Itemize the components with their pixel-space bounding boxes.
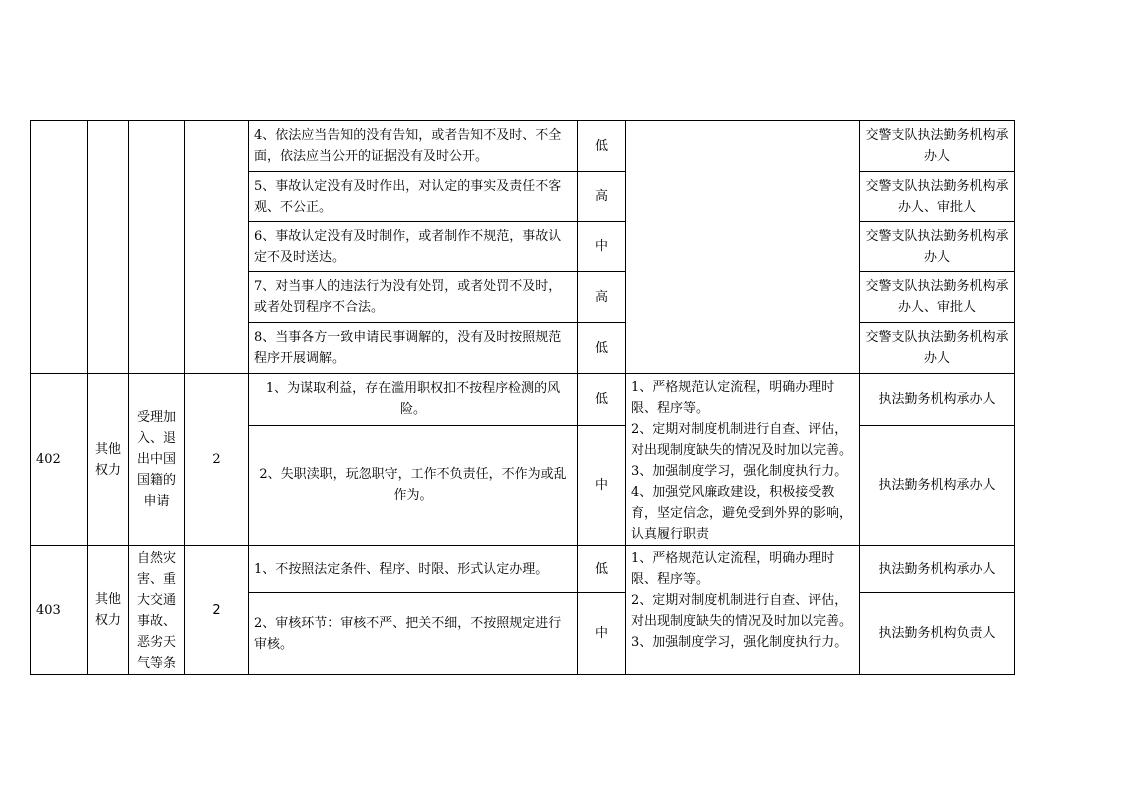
- risk-level: 高: [578, 172, 626, 222]
- measure-item: 1、严格规范认定流程，明确办理时限、程序等。: [631, 380, 835, 416]
- risk-point: 6、事故认定没有及时制作，或者制作不规范，事故认定不及时送达。: [249, 222, 578, 272]
- measure-item: 3、加强制度学习，强化制度执行力。: [631, 464, 848, 479]
- risk-point: 8、当事各方一致申请民事调解的，没有及时按照规范程序开展调解。: [249, 323, 578, 374]
- measure-item: 4、加强党风廉政建设，积极接受教育，坚定信念，避免受到外界的影响，认真履行职责: [631, 485, 853, 542]
- item-name-cell: [129, 121, 185, 374]
- table-row: [31, 546, 1015, 593]
- responsible-person: 交警支队执法勤务机构承办人: [860, 121, 1015, 172]
- responsible-person: 执法勤务机构负责人: [860, 593, 1015, 675]
- responsible-person: 执法勤务机构承办人: [860, 546, 1015, 593]
- table-row: [31, 374, 1015, 426]
- risk-level: 低: [578, 546, 626, 593]
- risk-level: 低: [578, 121, 626, 172]
- item-name: 受理加入、退出中国国籍的申请: [129, 374, 185, 546]
- risk-level: 中: [578, 222, 626, 272]
- risk-level: 中: [578, 593, 626, 675]
- risk-point: 5、事故认定没有及时作出，对认定的事实及责任不客观、不公正。: [249, 172, 578, 222]
- measure-item: 1、严格规范认定流程，明确办理时限、程序等。: [631, 551, 835, 587]
- item-number-cell: [31, 121, 88, 374]
- power-category: 其他权力: [88, 374, 129, 546]
- risk-point: 7、对当事人的违法行为没有处罚，或者处罚不及时，或者处罚程序不合法。: [249, 272, 578, 323]
- item-number: 402: [31, 374, 88, 546]
- responsible-person: 交警支队执法勤务机构承办人: [860, 323, 1015, 374]
- responsible-person: 执法勤务机构承办人: [860, 425, 1015, 545]
- measure-item: 3、加强制度学习，强化制度执行力。: [631, 635, 848, 650]
- item-number: 403: [31, 546, 88, 675]
- category-cell: [88, 121, 129, 374]
- risk-point: 1、为谋取利益，存在滥用职权扣不按程序检测的风险。: [249, 374, 578, 426]
- risk-level: 低: [578, 374, 626, 426]
- risk-count-cell: [185, 121, 249, 374]
- risk-point: 1、不按照法定条件、程序、时限、形式认定办理。: [249, 546, 578, 593]
- item-name: 自然灾害、重大交通事故、恶劣天气等条: [129, 546, 185, 675]
- risk-control-table: [30, 120, 1015, 675]
- risk-point: 4、依法应当告知的没有告知，或者告知不及时、不全面，依法应当公开的证据没有及时公开。: [249, 121, 578, 172]
- responsible-person: 交警支队执法勤务机构承办人、审批人: [860, 172, 1015, 222]
- responsible-person: 交警支队执法勤务机构承办人: [860, 222, 1015, 272]
- prevention-measures: [626, 374, 860, 546]
- responsible-person: 交警支队执法勤务机构承办人、审批人: [860, 272, 1015, 323]
- measure-item: 2、定期对制度机制进行自查、评估，对出现制度缺失的情况及时加以完善。: [631, 422, 853, 458]
- power-category: 其他权力: [88, 546, 129, 675]
- prevention-measures: [626, 546, 860, 675]
- table-row: [31, 121, 1015, 172]
- risk-level: 低: [578, 323, 626, 374]
- risk-count: 2: [185, 546, 249, 675]
- risk-point: 2、失职渎职，玩忽职守，工作不负责任，不作为或乱作为。: [249, 425, 578, 545]
- risk-count: 2: [185, 374, 249, 546]
- risk-point: 2、审核环节：审核不严、把关不细，不按照规定进行审核。: [249, 593, 578, 675]
- risk-level: 高: [578, 272, 626, 323]
- responsible-person: 执法勤务机构承办人: [860, 374, 1015, 426]
- risk-level: 中: [578, 425, 626, 545]
- measure-item: 2、定期对制度机制进行自查、评估，对出现制度缺失的情况及时加以完善。: [631, 593, 853, 629]
- prevention-measures-cell: [626, 121, 860, 374]
